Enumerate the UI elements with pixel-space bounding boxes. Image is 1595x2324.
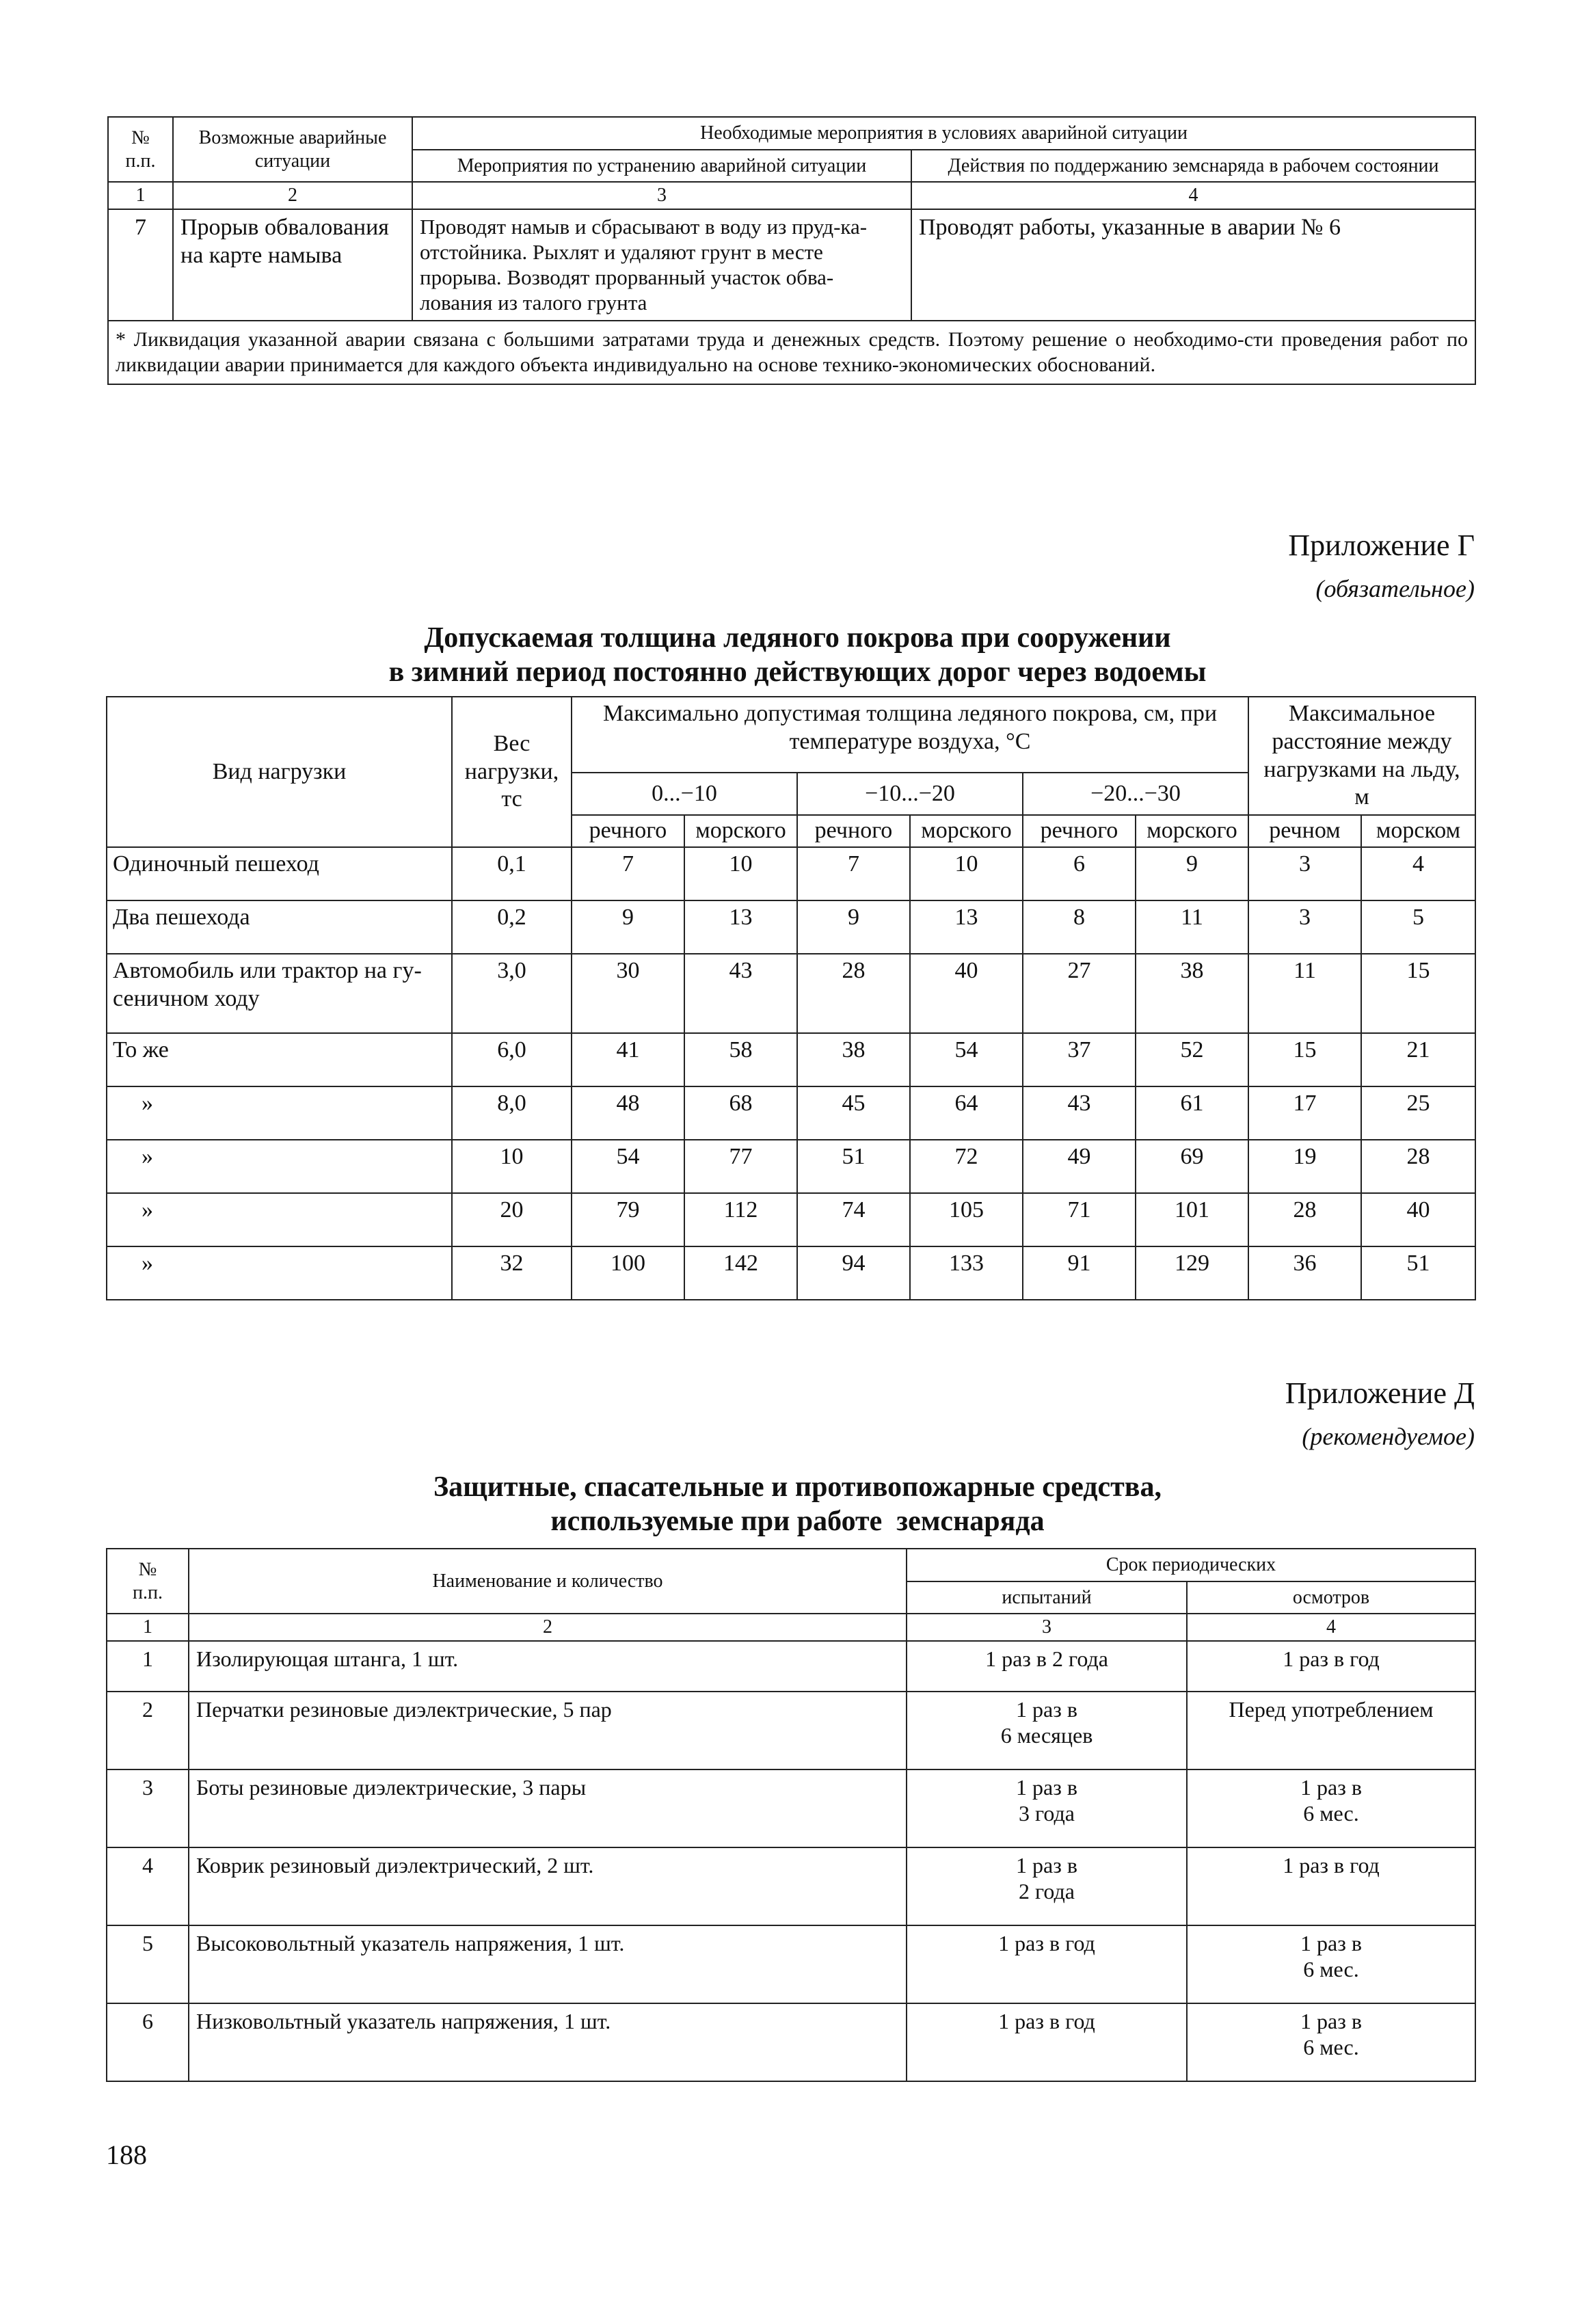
thickness-cell: 45 [797, 1086, 910, 1140]
weight-cell: 32 [452, 1246, 572, 1300]
thickness-cell: 10 [684, 847, 797, 900]
table-row [107, 1033, 1475, 1086]
col-name-header: Наименование и количество [189, 1549, 907, 1614]
item-name: Высоковольтный указатель напряжения, 1 шт. [189, 1925, 907, 2003]
thickness-cell: 43 [684, 954, 797, 1033]
thickness-cell: 38 [1136, 954, 1248, 1033]
distance-cell: 51 [1361, 1246, 1475, 1300]
inspections-period: Перед употреблением [1187, 1692, 1475, 1769]
thickness-cell: 61 [1136, 1086, 1248, 1140]
distance-cell: 15 [1361, 954, 1475, 1033]
table-row [107, 1692, 1475, 1769]
thickness-cell: 13 [910, 900, 1023, 954]
thickness-cell: 27 [1023, 954, 1136, 1033]
sub-header: морского [910, 815, 1023, 847]
title-line: Защитные, спасательные и противопожарные средства, [433, 1471, 1162, 1503]
tests-period: 1 раз в год [907, 2003, 1187, 2081]
row-num: 7 [108, 209, 173, 321]
thickness-cell: 48 [572, 1086, 684, 1140]
thickness-cell: 77 [684, 1140, 797, 1193]
weight-cell: 0,2 [452, 900, 572, 954]
thickness-cell: 43 [1023, 1086, 1136, 1140]
load-type-cell: Два пешехода [107, 900, 452, 954]
inspections-period: 1 раз в год [1187, 1847, 1475, 1925]
thickness-cell: 112 [684, 1193, 797, 1246]
thickness-cell: 49 [1023, 1140, 1136, 1193]
row-measures: Проводят намыв и сбрасывают в воду из пруд-ка-отстойника. Рыхлят и удаляют грунт в месте прорыва. Возводят прорванный участок обва-лования из талого грунта [412, 209, 911, 321]
thickness-cell: 8 [1023, 900, 1136, 954]
thickness-cell: 71 [1023, 1193, 1136, 1246]
table-row [107, 1140, 1475, 1193]
distance-cell: 21 [1361, 1033, 1475, 1086]
temp-range: −10...−20 [797, 773, 1023, 815]
row-actions: Проводят работы, указанные в аварии № 6 [911, 209, 1475, 321]
thickness-cell: 64 [910, 1086, 1023, 1140]
distance-cell: 28 [1248, 1193, 1361, 1246]
inspections-period: 1 раз в год [1187, 1641, 1475, 1692]
column-number: 4 [911, 182, 1475, 209]
col-distance-header: Максимальное расстояние между нагрузками на льду, м [1248, 697, 1475, 815]
thickness-cell: 9 [572, 900, 684, 954]
distance-cell: 11 [1248, 954, 1361, 1033]
thickness-cell: 101 [1136, 1193, 1248, 1246]
appendix-g-title [0, 621, 1595, 690]
table-row [107, 954, 1475, 1033]
thickness-cell: 30 [572, 954, 684, 1033]
distance-cell: 4 [1361, 847, 1475, 900]
protective-equipment-table [106, 1548, 1476, 2082]
row-num: 3 [107, 1769, 189, 1847]
table-row [107, 1086, 1475, 1140]
thickness-cell: 54 [572, 1140, 684, 1193]
table-row [107, 900, 1475, 954]
table-row [107, 1769, 1475, 1847]
table-row [107, 1246, 1475, 1300]
item-name: Изолирующая штанга, 1 шт. [189, 1641, 907, 1692]
column-number: 1 [108, 182, 173, 209]
distance-cell: 28 [1361, 1140, 1475, 1193]
col-actions-header: Действия по поддержанию земснаряда в рабочем состоянии [911, 150, 1475, 183]
thickness-cell: 69 [1136, 1140, 1248, 1193]
table-row [107, 2003, 1475, 2081]
tests-period: 1 раз в 2 года [907, 1641, 1187, 1692]
thickness-cell: 74 [797, 1193, 910, 1246]
thickness-cell: 142 [684, 1246, 797, 1300]
load-type-cell: » [107, 1086, 452, 1140]
ice-thickness-table [106, 696, 1476, 1300]
distance-cell: 40 [1361, 1193, 1475, 1246]
item-name: Коврик резиновый диэлектрический, 2 шт. [189, 1847, 907, 1925]
col-measures-header: Мероприятия по устранению аварийной ситуации [412, 150, 911, 183]
thickness-cell: 91 [1023, 1246, 1136, 1300]
thickness-cell: 9 [1136, 847, 1248, 900]
distance-cell: 19 [1248, 1140, 1361, 1193]
weight-cell: 6,0 [452, 1033, 572, 1086]
appendix-d-type: (рекомендуемое) [1302, 1423, 1475, 1450]
distance-cell: 25 [1361, 1086, 1475, 1140]
thickness-cell: 10 [910, 847, 1023, 900]
thickness-cell: 129 [1136, 1246, 1248, 1300]
column-number: 3 [412, 182, 911, 209]
column-number: 2 [173, 182, 412, 209]
footnote: * Ликвидация указанной аварии связана с большими затратами труда и денежных средств. Поэтому решение о необходимо-сти проведения работ по ликвидации аварии принимается для каждого объекта индивидуально на основе технико-экономических обоснований. [108, 321, 1475, 384]
table-row [107, 1925, 1475, 2003]
row-situation: Прорыв обвалования на карте намыва [173, 209, 412, 321]
item-name: Перчатки резиновые диэлектрические, 5 пар [189, 1692, 907, 1769]
thickness-cell: 54 [910, 1033, 1023, 1086]
thickness-cell: 58 [684, 1033, 797, 1086]
weight-cell: 3,0 [452, 954, 572, 1033]
thickness-cell: 94 [797, 1246, 910, 1300]
thickness-cell: 79 [572, 1193, 684, 1246]
thickness-cell: 6 [1023, 847, 1136, 900]
weight-cell: 8,0 [452, 1086, 572, 1140]
appendix-g-label: Приложение Г [1288, 529, 1475, 562]
tests-period: 1 раз в 2 года [907, 1847, 1187, 1925]
column-number: 2 [189, 1614, 907, 1641]
row-num: 6 [107, 2003, 189, 2081]
sub-header: речного [797, 815, 910, 847]
inspections-period: 1 раз в 6 мес. [1187, 1925, 1475, 2003]
tests-period: 1 раз в 3 года [907, 1769, 1187, 1847]
thickness-cell: 51 [797, 1140, 910, 1193]
column-number: 3 [907, 1614, 1187, 1641]
thickness-cell: 133 [910, 1246, 1023, 1300]
table-row [107, 1641, 1475, 1692]
inspections-period: 1 раз в 6 мес. [1187, 1769, 1475, 1847]
appendix-d-title [0, 1470, 1595, 1539]
col-num-header: № п.п. [108, 117, 173, 182]
col-situations-header: Возможные аварийные ситуации [173, 117, 412, 182]
table-row [107, 1193, 1475, 1246]
temp-range: −20...−30 [1023, 773, 1248, 815]
temp-range: 0...−10 [572, 773, 797, 815]
tests-period: 1 раз в год [907, 1925, 1187, 2003]
load-type-cell: Автомобиль или трактор на гу-сеничном ходу [107, 954, 452, 1033]
sub-header: морского [1136, 815, 1248, 847]
appendix-d-label: Приложение Д [1285, 1376, 1475, 1410]
title-line: используемые при работе земснаряда [550, 1506, 1045, 1538]
weight-cell: 10 [452, 1140, 572, 1193]
tests-period: 1 раз в 6 месяцев [907, 1692, 1187, 1769]
emergency-table [107, 116, 1476, 385]
inspections-period: 1 раз в 6 мес. [1187, 2003, 1475, 2081]
col-num-header: № п.п. [107, 1549, 189, 1614]
col-group-header: Необходимые мероприятия в условиях аварийной ситуации [412, 117, 1475, 150]
thickness-cell: 7 [797, 847, 910, 900]
item-name: Боты резиновые диэлектрические, 3 пары [189, 1769, 907, 1847]
item-name: Низковольтный указатель напряжения, 1 шт. [189, 2003, 907, 2081]
row-num: 4 [107, 1847, 189, 1925]
page-number: 188 [106, 2139, 147, 2170]
weight-cell: 0,1 [452, 847, 572, 900]
thickness-cell: 37 [1023, 1033, 1136, 1086]
distance-cell: 3 [1248, 847, 1361, 900]
thickness-cell: 9 [797, 900, 910, 954]
thickness-cell: 40 [910, 954, 1023, 1033]
thickness-cell: 100 [572, 1246, 684, 1300]
thickness-cell: 7 [572, 847, 684, 900]
col-thickness-header: Максимально допустимая толщина ледяного покрова, см, при температуре воздуха, °С [572, 697, 1248, 773]
sub-header: морском [1361, 815, 1475, 847]
table-row [108, 209, 1475, 321]
title-line: Допускаемая толщина ледяного покрова при сооружении [424, 622, 1171, 654]
row-num: 5 [107, 1925, 189, 2003]
thickness-cell: 52 [1136, 1033, 1248, 1086]
table-row [107, 847, 1475, 900]
col-weight-header: Вес нагрузки, тс [452, 697, 572, 847]
sub-header: речного [1023, 815, 1136, 847]
thickness-cell: 68 [684, 1086, 797, 1140]
thickness-cell: 13 [684, 900, 797, 954]
table-row [107, 1847, 1475, 1925]
load-type-cell: » [107, 1140, 452, 1193]
thickness-cell: 38 [797, 1033, 910, 1086]
sub-header: речном [1248, 815, 1361, 847]
weight-cell: 20 [452, 1193, 572, 1246]
column-number: 4 [1187, 1614, 1475, 1641]
thickness-cell: 72 [910, 1140, 1023, 1193]
thickness-cell: 11 [1136, 900, 1248, 954]
row-num: 1 [107, 1641, 189, 1692]
thickness-cell: 105 [910, 1193, 1023, 1246]
appendix-g-type: (обязательное) [1315, 575, 1475, 602]
load-type-cell: » [107, 1193, 452, 1246]
distance-cell: 5 [1361, 900, 1475, 954]
distance-cell: 17 [1248, 1086, 1361, 1140]
col-load-type-header: Вид нагрузки [107, 697, 452, 847]
col-tests-header: испытаний [907, 1581, 1187, 1614]
column-number: 1 [107, 1614, 189, 1641]
thickness-cell: 41 [572, 1033, 684, 1086]
col-period-header: Срок периодических [907, 1549, 1475, 1581]
distance-cell: 15 [1248, 1033, 1361, 1086]
load-type-cell: То же [107, 1033, 452, 1086]
load-type-cell: » [107, 1246, 452, 1300]
distance-cell: 3 [1248, 900, 1361, 954]
title-line: в зимний период постоянно действующих дорог через водоемы [388, 656, 1207, 689]
sub-header: морского [684, 815, 797, 847]
sub-header: речного [572, 815, 684, 847]
load-type-cell: Одиночный пешеход [107, 847, 452, 900]
col-inspections-header: осмотров [1187, 1581, 1475, 1614]
row-num: 2 [107, 1692, 189, 1769]
thickness-cell: 28 [797, 954, 910, 1033]
distance-cell: 36 [1248, 1246, 1361, 1300]
